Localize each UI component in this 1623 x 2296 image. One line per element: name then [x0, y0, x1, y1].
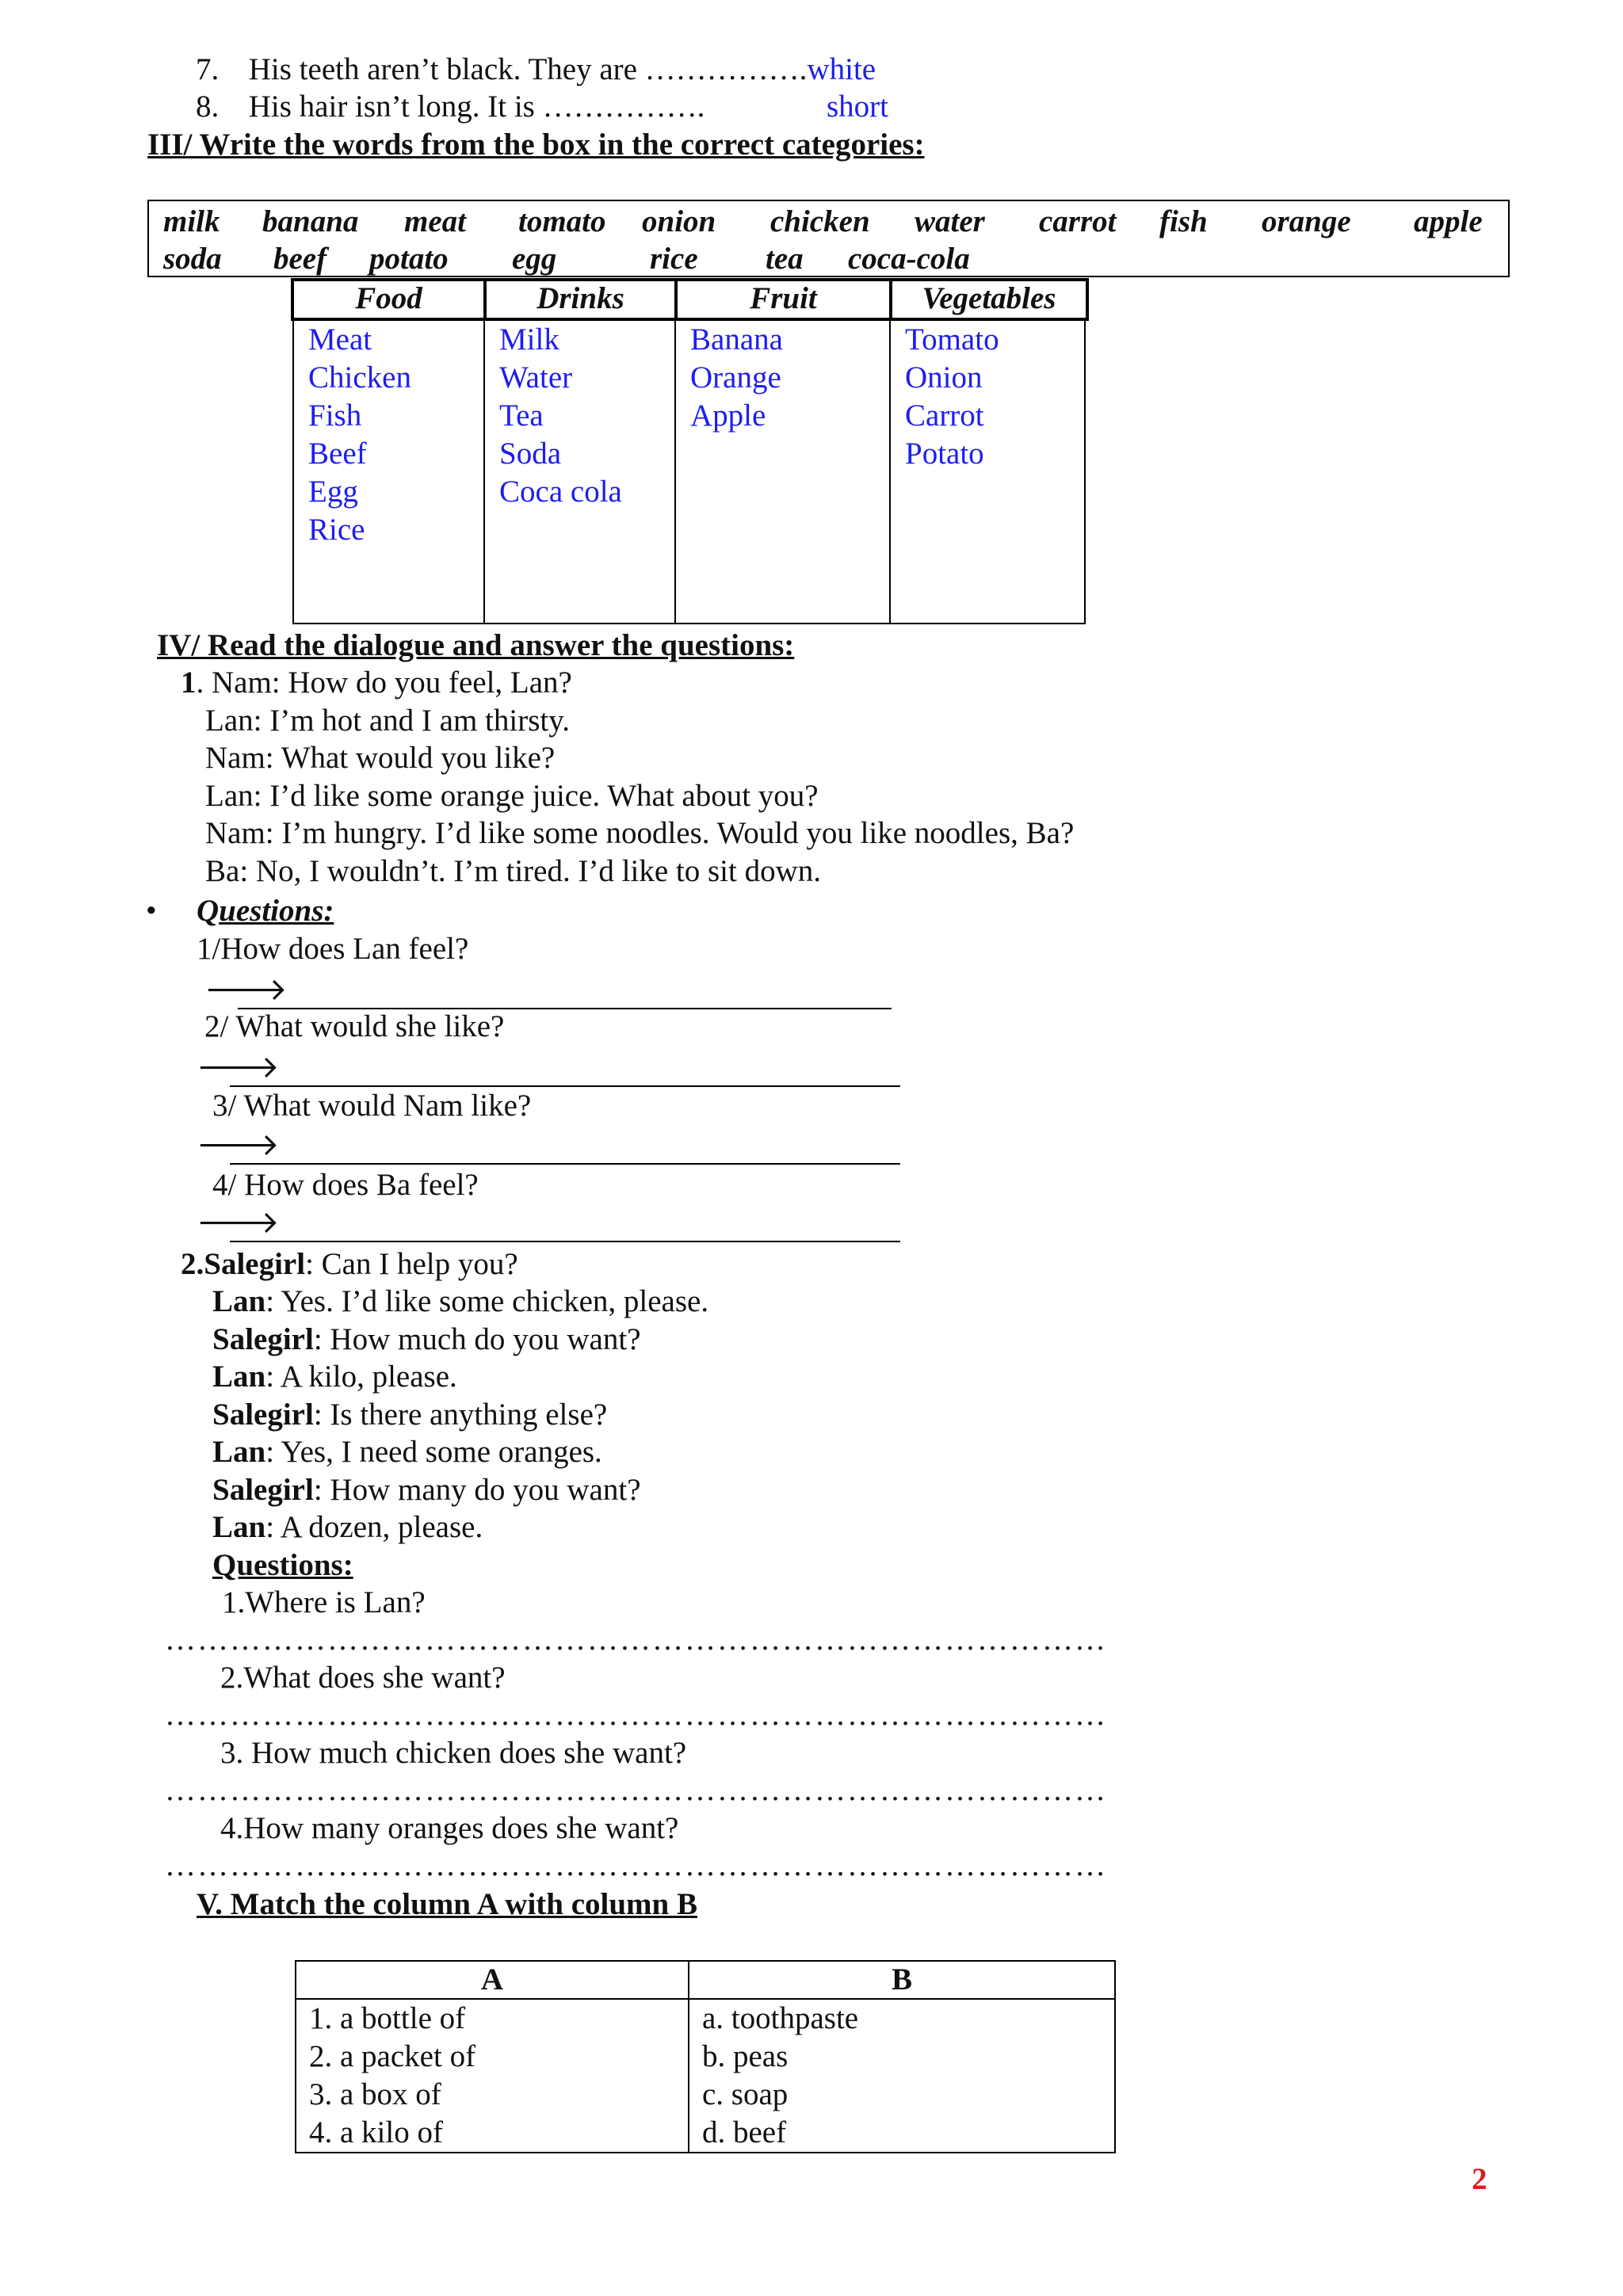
column-b-header: B	[689, 1961, 1115, 1999]
column-b-item: d. beef	[702, 2115, 787, 2149]
word: apple	[1414, 204, 1483, 238]
question: 4/ How does Ba feel?	[212, 1168, 479, 1202]
dialogue-text: : How many do you want?	[313, 1473, 641, 1507]
category-item: Tomato	[905, 322, 999, 357]
category-header: Drinks	[483, 278, 678, 321]
answer-dots[interactable]: ……………………………………………………………………………	[165, 1623, 1107, 1657]
category-column-food	[292, 321, 485, 624]
category-item: Meat	[308, 322, 372, 357]
section-heading: IV/ Read the dialogue and answer the questions:	[157, 628, 795, 662]
dialogue-text: : Yes, I need some oranges.	[265, 1435, 602, 1469]
dialogue-1-line: Lan: I’m hot and I am thirsty.	[205, 704, 570, 738]
question: 3. How much chicken does she want?	[220, 1736, 687, 1770]
column-b-item: a. toothpaste	[702, 2001, 859, 2035]
section-heading: III/ Write the words from the box in the correct categories:	[147, 128, 925, 162]
word: potato	[369, 242, 449, 276]
speaker: Lan	[212, 1510, 266, 1544]
dialogue-2-line	[212, 1284, 708, 1319]
dialogue-text: : Yes. I’d like some chicken, please.	[265, 1284, 709, 1318]
answer-dots[interactable]: ……………………………………………………………………………	[165, 1698, 1107, 1732]
word: egg	[512, 242, 557, 276]
dialogue-2-line	[212, 1510, 483, 1545]
question-text: His teeth aren’t black. They are …………….	[248, 52, 808, 86]
word: beef	[273, 242, 327, 276]
category-item: Apple	[690, 399, 766, 433]
word: rice	[650, 242, 698, 276]
category-item: Carrot	[905, 399, 984, 433]
category-item: Beef	[308, 437, 367, 471]
category-item: Orange	[690, 360, 781, 395]
answer-text: white	[807, 52, 876, 86]
category-column-vegetables	[889, 321, 1086, 624]
speaker: Salegirl	[212, 1398, 314, 1432]
dialogue-1-line: Ba: No, I wouldn’t. I’m tired. I’d like to sit down.	[205, 854, 822, 888]
dialogue-1-line: Nam: What would you like?	[205, 741, 556, 775]
dialogue-text: . Nam: How do you feel, Lan?	[196, 666, 572, 700]
match-table	[295, 1960, 1116, 2153]
speaker: Salegirl	[204, 1247, 306, 1281]
arrow-icon: 🡒	[197, 1128, 280, 1162]
answer-dots[interactable]: ……………………………………………………………………………	[165, 1848, 1107, 1882]
word: meat	[404, 204, 466, 238]
questions-label	[197, 894, 334, 929]
word: chicken	[770, 204, 870, 238]
dialogue-1-line: Nam: I’m hungry. I’d like some noodles. Would you like noodles, Ba?	[205, 816, 1075, 850]
category-item: Fish	[308, 399, 362, 433]
dialogue-2-line	[212, 1360, 457, 1394]
word: soda	[163, 242, 222, 276]
question-number: 8.	[196, 90, 220, 124]
dialogue-text: : Can I help you?	[305, 1247, 518, 1281]
questions-label: Questions:	[212, 1548, 353, 1582]
answer-dots[interactable]: ……………………………………………………………………………	[165, 1773, 1107, 1807]
question: 2/ What would she like?	[204, 1009, 505, 1043]
column-b-cell	[689, 1999, 1115, 2153]
category-item: Chicken	[308, 360, 411, 395]
word-box	[147, 200, 1510, 277]
answer-text: short	[827, 90, 888, 124]
question: 1/How does Lan feel?	[197, 932, 469, 966]
category-header: Vegetables	[889, 278, 1089, 321]
speaker: Lan	[212, 1360, 266, 1394]
speaker: Lan	[212, 1284, 266, 1318]
dialogue-2-line	[212, 1435, 602, 1470]
question: 3/ What would Nam like?	[212, 1089, 532, 1123]
word: tomato	[518, 204, 606, 238]
word: tea	[766, 242, 804, 276]
bullet: •	[146, 894, 157, 928]
word: coca-cola	[848, 242, 970, 276]
questions-label-rest: uestions:	[219, 894, 334, 928]
question-7	[196, 52, 876, 87]
category-header: Food	[291, 278, 487, 321]
category-item: Water	[499, 360, 573, 395]
arrow-icon: 🡒	[197, 1206, 280, 1240]
category-item: Egg	[308, 475, 358, 509]
speaker: Salegirl	[212, 1473, 314, 1507]
questions-label-initial: Q	[197, 894, 220, 928]
answer-line[interactable]	[230, 1085, 900, 1087]
column-a-item: 3. a box of	[309, 2077, 441, 2111]
answer-line[interactable]	[230, 1163, 900, 1165]
column-b-item: b. peas	[702, 2039, 789, 2073]
arrow-icon: 🡒	[204, 973, 288, 1007]
dialogue-2-line	[212, 1473, 641, 1508]
dialogue-number: 2.	[181, 1247, 204, 1281]
dialogue-1-line: Lan: I’d like some orange juice. What about you?	[205, 779, 819, 813]
dialogue-1-line	[181, 666, 572, 700]
arrow-icon: 🡒	[197, 1051, 280, 1085]
category-item: Tea	[499, 399, 544, 433]
question: 4.How many oranges does she want?	[220, 1811, 679, 1845]
column-a-item: 4. a kilo of	[309, 2115, 443, 2149]
dialogue-2-line	[212, 1322, 641, 1357]
dialogue-2-line	[212, 1398, 607, 1432]
question-number: 7.	[196, 52, 220, 86]
answer-line[interactable]	[230, 1241, 900, 1242]
word: milk	[163, 204, 220, 238]
word: fish	[1159, 204, 1208, 238]
question-8	[196, 90, 705, 124]
dialogue-2-line	[181, 1247, 518, 1282]
column-a-item: 2. a packet of	[309, 2039, 476, 2073]
word: carrot	[1039, 204, 1117, 238]
question-text: His hair isn’t long. It is …………….	[248, 90, 705, 124]
category-item: Banana	[690, 322, 783, 357]
question: 1.Where is Lan?	[222, 1585, 426, 1619]
category-item: Onion	[905, 360, 983, 395]
dialogue-text: : How much do you want?	[313, 1322, 641, 1356]
category-item: Potato	[905, 437, 984, 471]
dialogue-text: : Is there anything else?	[313, 1398, 608, 1432]
category-item: Milk	[499, 322, 559, 357]
speaker: Salegirl	[212, 1322, 314, 1356]
category-item: Coca cola	[499, 475, 622, 509]
word: banana	[262, 204, 359, 238]
page-number: 2	[1472, 2162, 1487, 2196]
category-item: Soda	[499, 437, 561, 471]
column-b-item: c. soap	[702, 2077, 789, 2111]
category-header: Fruit	[674, 278, 892, 321]
word: water	[915, 204, 985, 238]
dialogue-text: : A dozen, please.	[265, 1510, 483, 1544]
column-a-item: 1. a bottle of	[309, 2001, 466, 2035]
question: 2.What does she want?	[220, 1661, 506, 1695]
dialogue-text: : A kilo, please.	[265, 1360, 457, 1394]
category-column-drinks	[483, 321, 676, 624]
section-heading: V. Match the column A with column B	[197, 1887, 697, 1921]
column-a-cell	[296, 1999, 689, 2153]
dialogue-number: 1	[181, 666, 197, 700]
category-item: Rice	[308, 513, 365, 547]
word: orange	[1262, 204, 1351, 238]
speaker: Lan	[212, 1435, 266, 1469]
word: onion	[642, 204, 716, 238]
column-a-header: A	[296, 1961, 689, 1999]
category-column-fruit	[674, 321, 891, 624]
